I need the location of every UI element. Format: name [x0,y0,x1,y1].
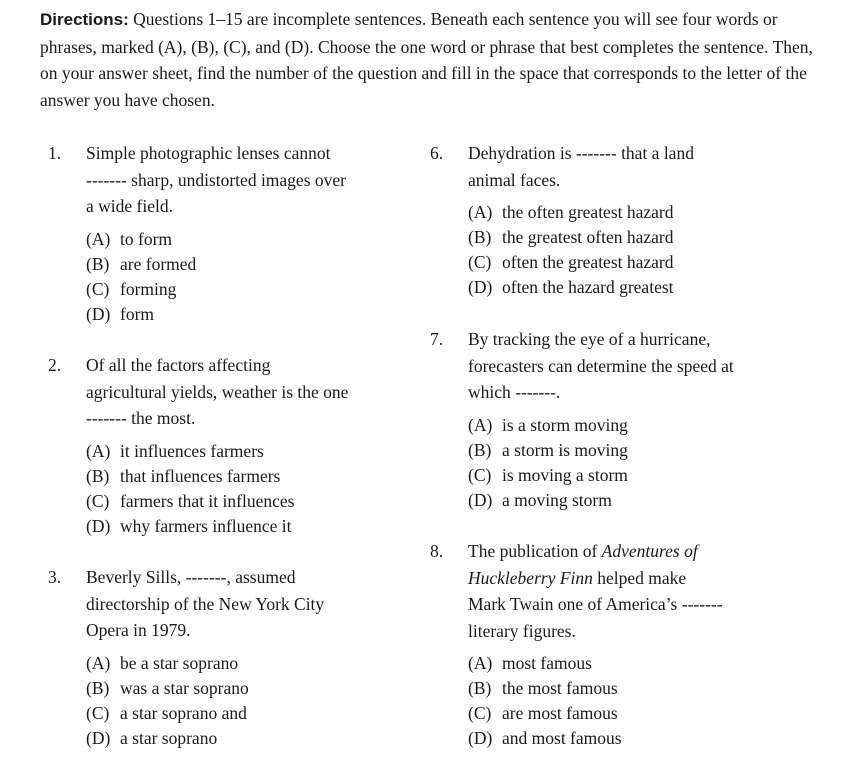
choice-c[interactable]: (C) are most famous [468,703,618,723]
stem-line: a wide field. [86,196,173,216]
answer-choices [86,227,196,327]
question-number: 7. [430,329,444,349]
stem-line: Huckleberry Finn helped make [468,567,687,588]
stem-line: literary figures. [468,620,576,641]
stem-line: Of all the factors affecting [86,355,271,375]
stem-line: forecasters can determine the speed at [468,355,734,376]
directions [40,6,820,113]
choice-b[interactable]: (B) the most famous [468,678,618,698]
stem-line: directorship of the New York City [86,593,325,614]
question-number: 3. [48,567,62,587]
stem-line: Beverly Sills, -------, assumed [86,567,296,587]
answer-choices [468,200,674,300]
question-number: 6. [430,143,444,163]
directions-text: Questions 1–15 are incomplete sentences. Beneath each sentence you will see four words or phrases, marked (A), (B), (C), and (D). Choose the one word or phrase that best completes the sentence. Then, on your answer sheet, find the number of the question and fill in the space that corresponds to the letter of the answer you have chosen. [40,9,813,110]
question-number: 8. [430,541,444,561]
choice-b[interactable]: (B) that influences farmers [86,466,281,486]
stem-line: agricultural yields, weather is the one [86,381,349,402]
question-stem [86,140,346,220]
choice-d[interactable]: (D) and most famous [468,728,622,748]
choice-a[interactable]: (A) to form [86,229,173,249]
stem-line: Mark Twain one of America’s ------- [468,594,723,614]
stem-line: which -------. [468,382,561,402]
choice-a[interactable]: (A) be a star soprano [86,653,239,673]
stem-line: Opera in 1979. [86,620,191,640]
choice-c[interactable]: (C) is moving a storm [468,465,628,485]
choice-d[interactable]: (D) a star soprano [86,728,218,748]
question-stem [468,538,723,644]
choice-c[interactable]: (C) often the greatest hazard [468,252,674,272]
stem-line: Simple photographic lenses cannot [86,143,331,163]
stem-line: ------- sharp, undistorted images over [86,169,346,190]
stem-line: ------- the most. [86,408,196,428]
choice-a[interactable]: (A) is a storm moving [468,415,628,435]
choice-d[interactable]: (D) a moving storm [468,490,612,510]
question-number: 2. [48,355,62,375]
choice-a[interactable]: (A) most famous [468,653,592,673]
choice-b[interactable]: (B) was a star soprano [86,678,249,698]
directions-label: Directions: [40,10,129,29]
choice-b[interactable]: (B) the greatest often hazard [468,227,674,247]
choice-b[interactable]: (B) a storm is moving [468,440,628,460]
stem-line: The publication of Adventures of [468,541,698,561]
choice-c[interactable]: (C) forming [86,279,177,299]
stem-line: By tracking the eye of a hurricane, [468,329,711,349]
choice-a[interactable]: (A) the often greatest hazard [468,202,674,222]
choice-d[interactable]: (D) often the hazard greatest [468,277,674,297]
choice-d[interactable]: (D) why farmers influence it [86,516,292,536]
choice-c[interactable]: (C) a star soprano and [86,703,247,723]
answer-choices [468,651,622,751]
answer-choices [86,439,294,539]
choice-b[interactable]: (B) are formed [86,254,197,274]
question-stem [86,352,348,432]
stem-line: Dehydration is ------- that a land [468,143,694,163]
question-stem [468,326,734,406]
stem-line: animal faces. [468,169,561,190]
choice-c[interactable]: (C) farmers that it influences [86,491,295,511]
choice-a[interactable]: (A) it influences farmers [86,441,264,461]
question-stem [468,140,694,193]
answer-choices [468,413,628,513]
question-stem [86,564,324,644]
choice-d[interactable]: (D) form [86,304,155,324]
answer-choices [86,651,249,751]
question-number: 1. [48,143,62,163]
